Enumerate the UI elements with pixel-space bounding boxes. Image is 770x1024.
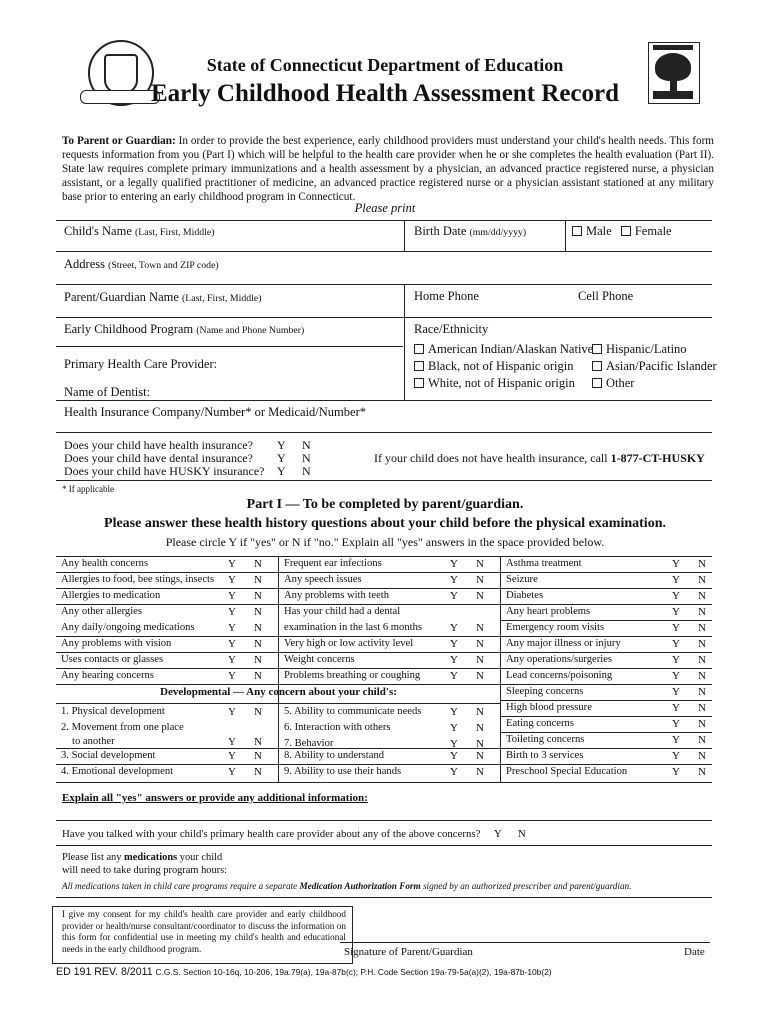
developmental-item: 2. Movement from one place bbox=[61, 722, 184, 733]
answer-yes[interactable]: Y bbox=[494, 828, 502, 840]
health-question-item: Any daily/ongoing medications bbox=[61, 622, 195, 633]
health-question-item: Any speech issues bbox=[284, 574, 362, 585]
answer-no[interactable]: N bbox=[476, 590, 484, 602]
race-ethnicity-label: Race/Ethnicity bbox=[414, 322, 489, 336]
answer-no[interactable]: N bbox=[698, 654, 706, 666]
intro-text: In order to provide the best experience, early childhood providers must understand your child's health needs. This form requests information from you (Part I) which will be helpful to the health care provider when he or she completes the health evaluation (Part II). State law requires complete primary immunizations and a health assessment by a physician, an advanced practice registered nurse, a physician assistant, or a legally qualified practitioner of medicine, an advanced practice registered nurse or a physician assistant stationed at any military base prior to entering an early childhood program in Connecticut. bbox=[62, 135, 715, 204]
row-rule bbox=[56, 636, 712, 637]
developmental-item: 5. Ability to communicate needs bbox=[284, 706, 422, 717]
answer-yes[interactable]: Y bbox=[228, 750, 236, 762]
birth-date-field[interactable] bbox=[414, 238, 560, 250]
answer-yes[interactable]: Y bbox=[450, 722, 458, 734]
answer-yes[interactable]: Y bbox=[672, 766, 680, 778]
row-rule bbox=[56, 748, 712, 749]
answer-yes[interactable]: Y bbox=[450, 738, 458, 750]
race-checkbox[interactable] bbox=[414, 344, 424, 354]
race-option: Hispanic/Latino bbox=[592, 342, 687, 357]
answer-yes[interactable]: Y bbox=[228, 606, 236, 618]
guardian-name-field[interactable] bbox=[64, 303, 400, 315]
answer-no[interactable]: N bbox=[698, 750, 706, 762]
answer-no[interactable]: N bbox=[302, 438, 311, 452]
home-phone-label: Home Phone bbox=[414, 289, 479, 303]
answer-yes[interactable]: Y bbox=[277, 451, 286, 465]
intro-lead: To Parent or Guardian: bbox=[62, 135, 176, 147]
answer-yes[interactable]: Y bbox=[228, 670, 236, 682]
health-question-item: Any problems with vision bbox=[61, 638, 172, 649]
row-rule bbox=[56, 703, 500, 704]
answer-no[interactable]: N bbox=[254, 706, 262, 718]
answer-yes[interactable]: Y bbox=[450, 638, 458, 650]
answer-yes[interactable]: Y bbox=[450, 590, 458, 602]
health-question-item: High blood pressure bbox=[506, 702, 592, 713]
race-option: Other bbox=[592, 376, 634, 391]
ec-program-label: Early Childhood Program (Name and Phone Number) bbox=[64, 322, 305, 336]
medications-field[interactable] bbox=[240, 862, 708, 876]
health-question-item: Frequent ear infections bbox=[284, 558, 382, 569]
male-label: Male bbox=[586, 224, 612, 238]
answer-yes[interactable]: Y bbox=[228, 766, 236, 778]
answer-no[interactable]: N bbox=[698, 638, 706, 650]
table-bottom-rule bbox=[56, 782, 712, 783]
answer-no[interactable]: N bbox=[698, 686, 706, 698]
please-print-note: Please print bbox=[354, 201, 416, 215]
form-footer bbox=[56, 966, 552, 978]
primary-provider-field[interactable] bbox=[225, 357, 400, 371]
row-rule bbox=[56, 572, 712, 573]
race-checkbox[interactable] bbox=[592, 344, 602, 354]
answer-yes[interactable]: Y bbox=[672, 622, 680, 634]
row-rule bbox=[500, 732, 712, 733]
race-checkbox[interactable] bbox=[414, 361, 424, 371]
race-checkbox[interactable] bbox=[592, 378, 602, 388]
address-field[interactable] bbox=[64, 270, 708, 282]
answer-no[interactable]: N bbox=[476, 670, 484, 682]
dental-insurance-question: Does your child have dental insurance? bbox=[64, 451, 253, 465]
answer-no[interactable]: N bbox=[476, 722, 484, 734]
health-question-item: Very high or low activity level bbox=[284, 638, 414, 649]
explain-label: Explain all "yes" answers or provide any additional information: bbox=[62, 792, 368, 804]
answer-no[interactable]: N bbox=[476, 766, 484, 778]
answer-no[interactable]: N bbox=[698, 574, 706, 586]
husky-insurance-question: Does your child have HUSKY insurance? bbox=[64, 464, 265, 478]
health-question-item: Emergency room visits bbox=[506, 622, 605, 633]
answer-no[interactable]: N bbox=[476, 654, 484, 666]
health-question-item: Allergies to food, bee stings, insects bbox=[61, 574, 215, 585]
sex-options bbox=[572, 224, 672, 239]
row-rule bbox=[56, 652, 712, 653]
health-question-item: Problems breathing or coughing bbox=[284, 670, 421, 681]
answer-no[interactable]: N bbox=[698, 702, 706, 714]
developmental-item: to another bbox=[72, 736, 115, 747]
answer-yes[interactable]: Y bbox=[672, 590, 680, 602]
row-rule bbox=[500, 700, 712, 701]
health-question-item: Allergies to medication bbox=[61, 590, 161, 601]
race-option: Black, not of Hispanic origin bbox=[414, 359, 573, 374]
signature-label: Signature of Parent/Guardian bbox=[344, 946, 473, 958]
answer-no[interactable]: N bbox=[254, 558, 262, 570]
answer-yes[interactable]: Y bbox=[277, 464, 286, 478]
health-question-item: Sleeping concerns bbox=[506, 686, 584, 697]
signature-field[interactable] bbox=[340, 912, 710, 942]
developmental-item: 4. Emotional development bbox=[61, 766, 174, 777]
answer-yes[interactable]: Y bbox=[277, 438, 286, 452]
answer-no[interactable]: N bbox=[698, 606, 706, 618]
answer-no[interactable]: N bbox=[476, 558, 484, 570]
answer-no[interactable]: N bbox=[698, 734, 706, 746]
health-question-item: Eating concerns bbox=[506, 718, 574, 729]
answer-yes[interactable]: Y bbox=[672, 574, 680, 586]
health-question-item: Any hearing concerns bbox=[61, 670, 154, 681]
female-checkbox[interactable] bbox=[621, 226, 631, 236]
talked-question: Have you talked with your child's primary health care provider about any of the above concerns? bbox=[62, 828, 481, 840]
female-label: Female bbox=[634, 224, 672, 238]
answer-yes[interactable]: Y bbox=[228, 558, 236, 570]
answer-yes[interactable]: Y bbox=[450, 558, 458, 570]
dentist-field[interactable] bbox=[160, 385, 400, 399]
answer-yes[interactable]: Y bbox=[672, 702, 680, 714]
health-question-item: Any health concerns bbox=[61, 558, 149, 569]
statute-reference: C.G.S. Section 10-16q, 10-206, 19a.79(a), 19a-87b(c); P.H. Code Section 19a-79-5a(a)(2), 19a-87b-10b(2) bbox=[155, 967, 552, 977]
answer-no[interactable]: N bbox=[254, 574, 262, 586]
if-applicable-footnote: * If applicable bbox=[62, 484, 114, 494]
answer-no[interactable]: N bbox=[698, 766, 706, 778]
address-label: Address (Street, Town and ZIP code) bbox=[64, 257, 219, 271]
form-title: Early Childhood Health Assessment Record bbox=[150, 80, 620, 107]
developmental-item: 1. Physical development bbox=[61, 706, 165, 717]
race-option: American Indian/Alaskan Native bbox=[414, 342, 593, 357]
answer-no[interactable]: N bbox=[518, 828, 526, 840]
row-rule bbox=[56, 668, 712, 669]
ec-program-field[interactable] bbox=[64, 334, 400, 345]
answer-no[interactable]: N bbox=[476, 750, 484, 762]
race-checkbox[interactable] bbox=[592, 361, 602, 371]
row-rule bbox=[56, 684, 712, 685]
health-question-item: Diabetes bbox=[506, 590, 544, 601]
male-checkbox[interactable] bbox=[572, 226, 582, 236]
answer-yes[interactable]: Y bbox=[228, 638, 236, 650]
health-question-item: Preschool Special Education bbox=[506, 766, 628, 777]
answer-yes[interactable]: Y bbox=[228, 736, 236, 748]
answer-yes[interactable]: Y bbox=[228, 590, 236, 602]
answer-no[interactable]: N bbox=[254, 670, 262, 682]
race-option: White, not of Hispanic origin bbox=[414, 376, 575, 391]
health-question-item: Lead concerns/poisoning bbox=[506, 670, 613, 681]
answer-yes[interactable]: Y bbox=[672, 670, 680, 682]
developmental-heading: Developmental — Any concern about your child's: bbox=[160, 686, 397, 698]
answer-yes[interactable]: Y bbox=[672, 718, 680, 730]
answer-yes[interactable]: Y bbox=[450, 654, 458, 666]
health-insurance-question: Does your child have health insurance? bbox=[64, 438, 253, 452]
row-rule bbox=[56, 588, 712, 589]
answer-no[interactable]: N bbox=[254, 736, 262, 748]
answer-yes[interactable]: Y bbox=[450, 706, 458, 718]
health-question-item: Any heart problems bbox=[506, 606, 591, 617]
health-question-item: Any operations/surgeries bbox=[506, 654, 613, 665]
dentist-label: Name of Dentist: bbox=[64, 385, 151, 399]
home-phone-field[interactable] bbox=[414, 303, 564, 315]
answer-no[interactable]: N bbox=[476, 574, 484, 586]
medications-note: All medications taken in child care programs require a separate Medication Authorization Form signed by an authorized prescriber and parent/guardian. bbox=[62, 881, 632, 891]
health-question-item: Seizure bbox=[506, 574, 538, 585]
health-question-item: Weight concerns bbox=[284, 654, 355, 665]
cell-phone-field[interactable] bbox=[578, 303, 708, 315]
part1-instructions: Please circle Y if "yes" or N if "no." Explain all "yes" answers in the space provided below. bbox=[165, 535, 605, 549]
table-top-rule bbox=[56, 556, 712, 557]
answer-yes[interactable]: Y bbox=[672, 638, 680, 650]
answer-yes[interactable]: Y bbox=[672, 734, 680, 746]
answer-yes[interactable]: Y bbox=[672, 654, 680, 666]
childs-name-label: Child's Name (Last, First, Middle) bbox=[64, 224, 215, 238]
answer-no[interactable]: N bbox=[698, 622, 706, 634]
medications-prompt: Please list any medications your child bbox=[62, 852, 223, 863]
birth-date-label: Birth Date (mm/dd/yyyy) bbox=[414, 224, 527, 238]
intro-paragraph bbox=[62, 134, 714, 204]
answer-no[interactable]: N bbox=[698, 670, 706, 682]
consent-box: I give my consent for my child's health care provider and early childhood provider or health/nurse consultant/coordinator to discuss the information on this form for confidential use in meeting my child's health and educational needs in the early childhood program. bbox=[52, 906, 353, 964]
answer-no[interactable]: N bbox=[254, 766, 262, 778]
answer-no[interactable]: N bbox=[302, 464, 311, 478]
row-rule bbox=[56, 604, 712, 605]
primary-provider-label: Primary Health Care Provider: bbox=[64, 357, 218, 371]
health-question-item: Birth to 3 services bbox=[506, 750, 584, 761]
row-rule bbox=[56, 764, 712, 765]
developmental-item: 9. Ability to use their hands bbox=[284, 766, 402, 777]
answer-yes[interactable]: Y bbox=[228, 574, 236, 586]
answer-no[interactable]: N bbox=[254, 750, 262, 762]
race-checkbox[interactable] bbox=[414, 378, 424, 388]
medications-prompt-line2: will need to take during program hours: bbox=[62, 865, 228, 876]
answer-no[interactable]: N bbox=[302, 451, 311, 465]
cell-phone-label: Cell Phone bbox=[578, 289, 634, 303]
insurance-label: Health Insurance Company/Number* or Medicaid/Number* bbox=[64, 405, 366, 419]
part1-heading: Part I — To be completed by parent/guardian. bbox=[246, 497, 524, 512]
answer-no[interactable]: N bbox=[254, 606, 262, 618]
answer-yes[interactable]: Y bbox=[450, 574, 458, 586]
childs-name-field[interactable] bbox=[64, 238, 400, 250]
health-question-item: Any other allergies bbox=[61, 606, 142, 617]
health-question-item: Any major illness or injury bbox=[506, 638, 621, 649]
answer-yes[interactable]: Y bbox=[672, 750, 680, 762]
answer-yes[interactable]: Y bbox=[450, 670, 458, 682]
answer-yes[interactable]: Y bbox=[672, 558, 680, 570]
health-question-item: Any problems with teeth bbox=[284, 590, 390, 601]
answer-no[interactable]: N bbox=[254, 590, 262, 602]
answer-no[interactable]: N bbox=[698, 590, 706, 602]
answer-no[interactable]: N bbox=[476, 622, 484, 634]
answer-no[interactable]: N bbox=[698, 718, 706, 730]
form-code: ED 191 REV. 8/2011 bbox=[56, 966, 153, 978]
answer-no[interactable]: N bbox=[254, 622, 262, 634]
developmental-item: 3. Social development bbox=[61, 750, 156, 761]
developmental-item: 6. Interaction with others bbox=[284, 722, 391, 733]
guardian-name-label: Parent/Guardian Name (Last, First, Middle) bbox=[64, 290, 262, 304]
health-question-item: examination in the last 6 months bbox=[284, 622, 422, 633]
answer-yes[interactable]: Y bbox=[672, 606, 680, 618]
part1-subheading: Please answer these health history questions about your child before the physical examination. bbox=[104, 516, 666, 531]
row-rule bbox=[500, 620, 712, 621]
answer-yes[interactable]: Y bbox=[228, 654, 236, 666]
health-question-item: Has your child had a dental bbox=[284, 606, 401, 617]
health-question-item: Uses contacts or glasses bbox=[61, 654, 164, 665]
answer-yes[interactable]: Y bbox=[450, 766, 458, 778]
answer-no[interactable]: N bbox=[254, 638, 262, 650]
husky-note: If your child does not have health insurance, call 1-877-CT-HUSKY bbox=[374, 451, 705, 465]
answer-yes[interactable]: Y bbox=[450, 622, 458, 634]
answer-no[interactable]: N bbox=[698, 558, 706, 570]
answer-yes[interactable]: Y bbox=[228, 622, 236, 634]
race-option: Asian/Pacific Islander bbox=[592, 359, 717, 374]
answer-no[interactable]: N bbox=[476, 738, 484, 750]
answer-no[interactable]: N bbox=[476, 706, 484, 718]
agency-name: State of Connecticut Department of Education bbox=[206, 55, 564, 75]
insurance-field[interactable] bbox=[360, 406, 708, 420]
date-label: Date bbox=[684, 946, 705, 958]
answer-yes[interactable]: Y bbox=[450, 750, 458, 762]
row-rule bbox=[500, 716, 712, 717]
answer-no[interactable]: N bbox=[254, 654, 262, 666]
developmental-item: 8. Ability to understand bbox=[284, 750, 385, 761]
answer-yes[interactable]: Y bbox=[228, 706, 236, 718]
health-question-item: Asthma treatment bbox=[506, 558, 582, 569]
answer-yes[interactable]: Y bbox=[672, 686, 680, 698]
health-question-item: Toileting concerns bbox=[506, 734, 585, 745]
developmental-item: 7. Behavior bbox=[284, 738, 334, 749]
answer-no[interactable]: N bbox=[476, 638, 484, 650]
